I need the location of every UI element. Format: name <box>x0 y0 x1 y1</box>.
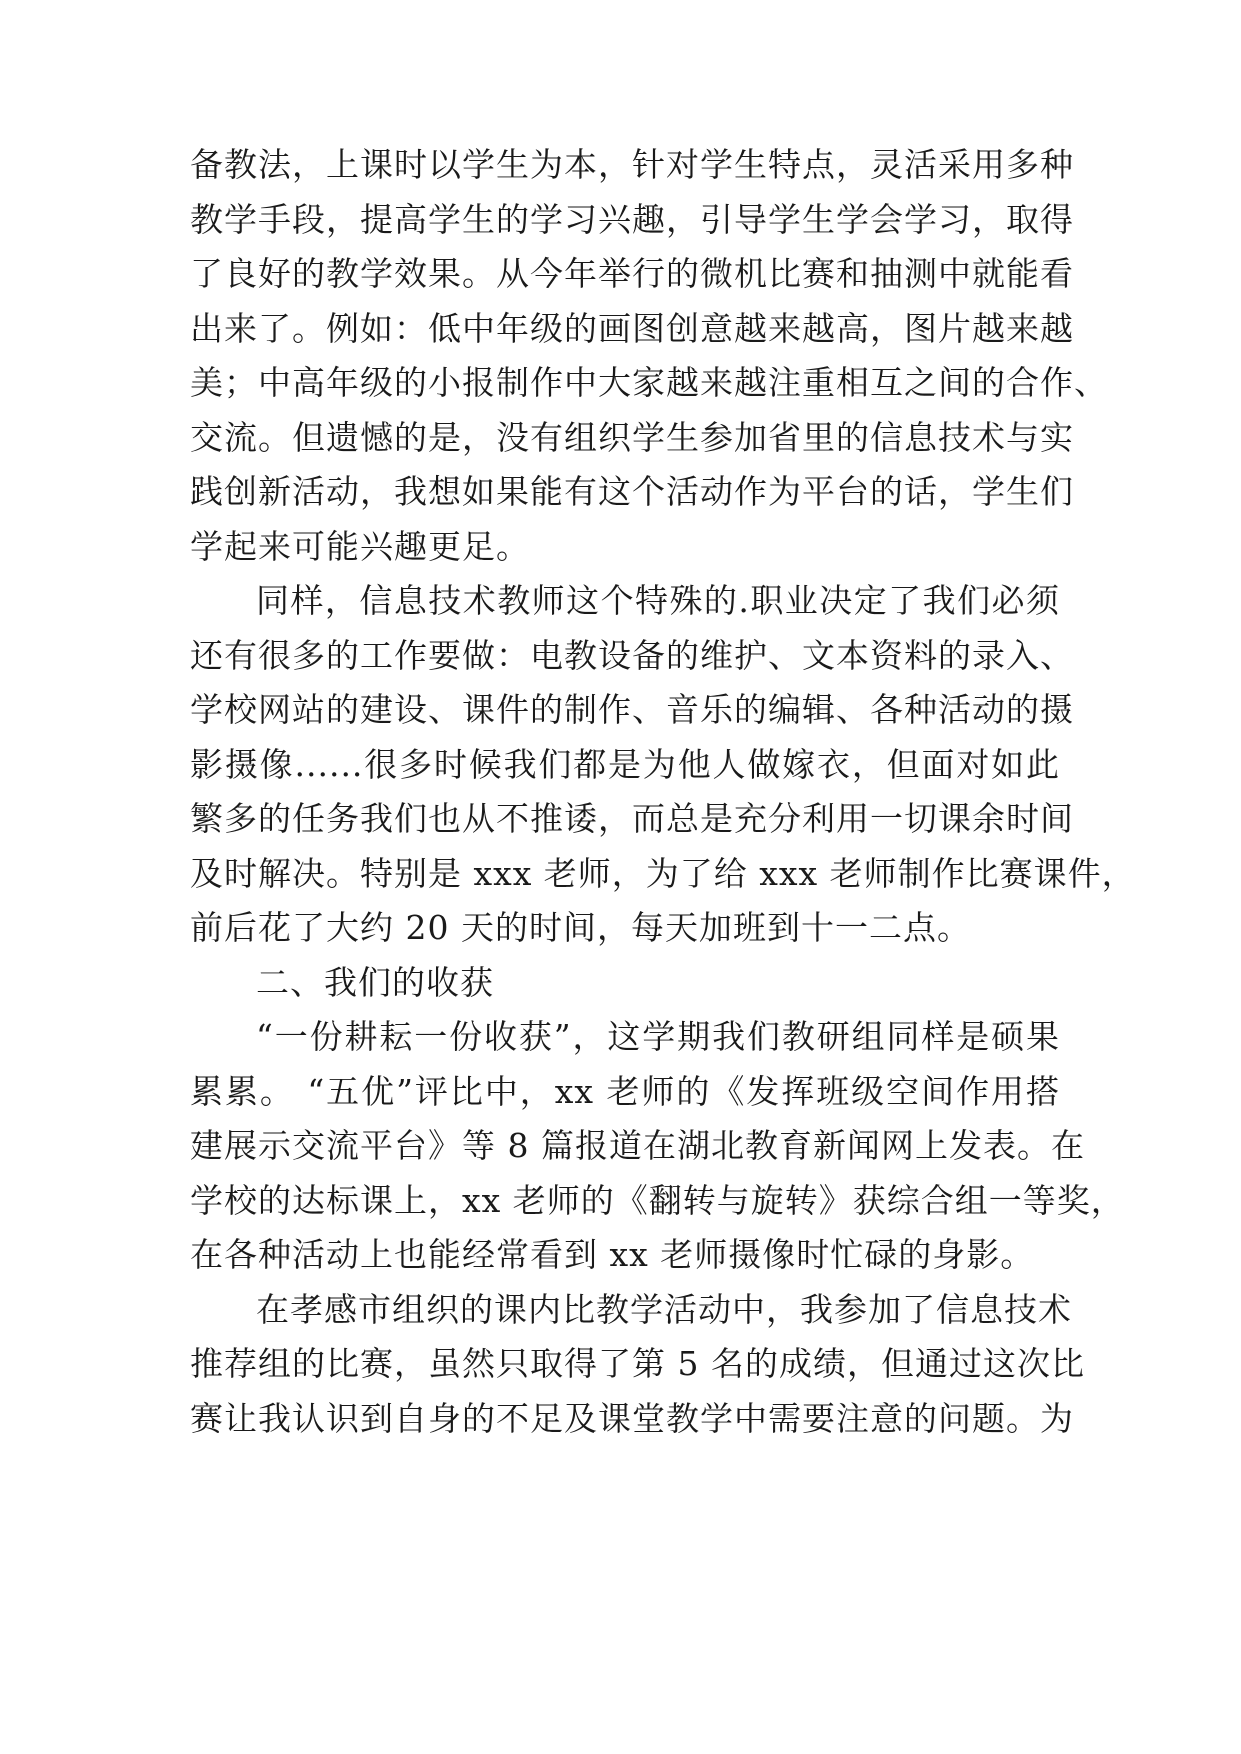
text-line: 还有很多的工作要做：电教设备的维护、文本资料的录入、 <box>190 636 1074 675</box>
text-line: 赛让我认识到自身的不足及课堂教学中需要注意的问题。为 <box>190 1399 1074 1438</box>
text-line: 学校网站的建设、课件的制作、音乐的编辑、各种活动的摄 <box>190 690 1074 729</box>
text-line: 前后花了大约 20 天的时间，每天加班到十一二点。 <box>190 908 971 947</box>
text-line: 交流。但遗憾的是，没有组织学生参加省里的信息技术与实 <box>190 418 1074 457</box>
text-line: 建展示交流平台》等 8 篇报道在湖北教育新闻网上发表。在 <box>190 1126 1085 1165</box>
paragraph-first-line: “一份耕耘一份收获”，这学期我们教研组同样是硕果 <box>256 1017 1060 1056</box>
section-heading: 二、我们的收获 <box>256 963 494 1002</box>
paragraph-first-line: 同样，信息技术教师这个特殊的.职业决定了我们必须 <box>256 581 1060 620</box>
text-line: 美；中高年级的小报制作中大家越来越注重相互之间的合作、 <box>190 363 1108 402</box>
text-line: 累累。 “五优”评比中，xx 老师的《发挥班级空间作用搭 <box>190 1072 1060 1111</box>
text-line: 学起来可能兴趣更足。 <box>190 527 530 566</box>
text-line: 及时解决。特别是 xxx 老师，为了给 xxx 老师制作比赛课件， <box>190 854 1136 893</box>
text-line: 繁多的任务我们也从不推诿，而总是充分利用一切课余时间 <box>190 799 1074 838</box>
text-line: 教学手段，提高学生的学习兴趣，引导学生学会学习，取得 <box>190 200 1074 239</box>
paragraph-first-line: 在孝感市组织的课内比教学活动中，我参加了信息技术 <box>256 1290 1072 1329</box>
text-line: 影摄像......很多时候我们都是为他人做嫁衣，但面对如此 <box>190 745 1060 784</box>
text-line: 推荐组的比赛，虽然只取得了第 5 名的成绩，但通过这次比 <box>190 1344 1085 1383</box>
text-line: 了良好的教学效果。从今年举行的微机比赛和抽测中就能看 <box>190 254 1074 293</box>
text-line: 备教法，上课时以学生为本，针对学生特点，灵活采用多种 <box>190 145 1074 184</box>
text-line: 出来了。例如：低中年级的画图创意越来越高，图片越来越 <box>190 309 1074 348</box>
text-line: 在各种活动上也能经常看到 xx 老师摄像时忙碌的身影。 <box>190 1235 1035 1274</box>
text-line: 学校的达标课上，xx 老师的《翻转与旋转》获综合组一等奖， <box>190 1181 1125 1220</box>
text-line: 践创新活动，我想如果能有这个活动作为平台的话，学生们 <box>190 472 1074 511</box>
